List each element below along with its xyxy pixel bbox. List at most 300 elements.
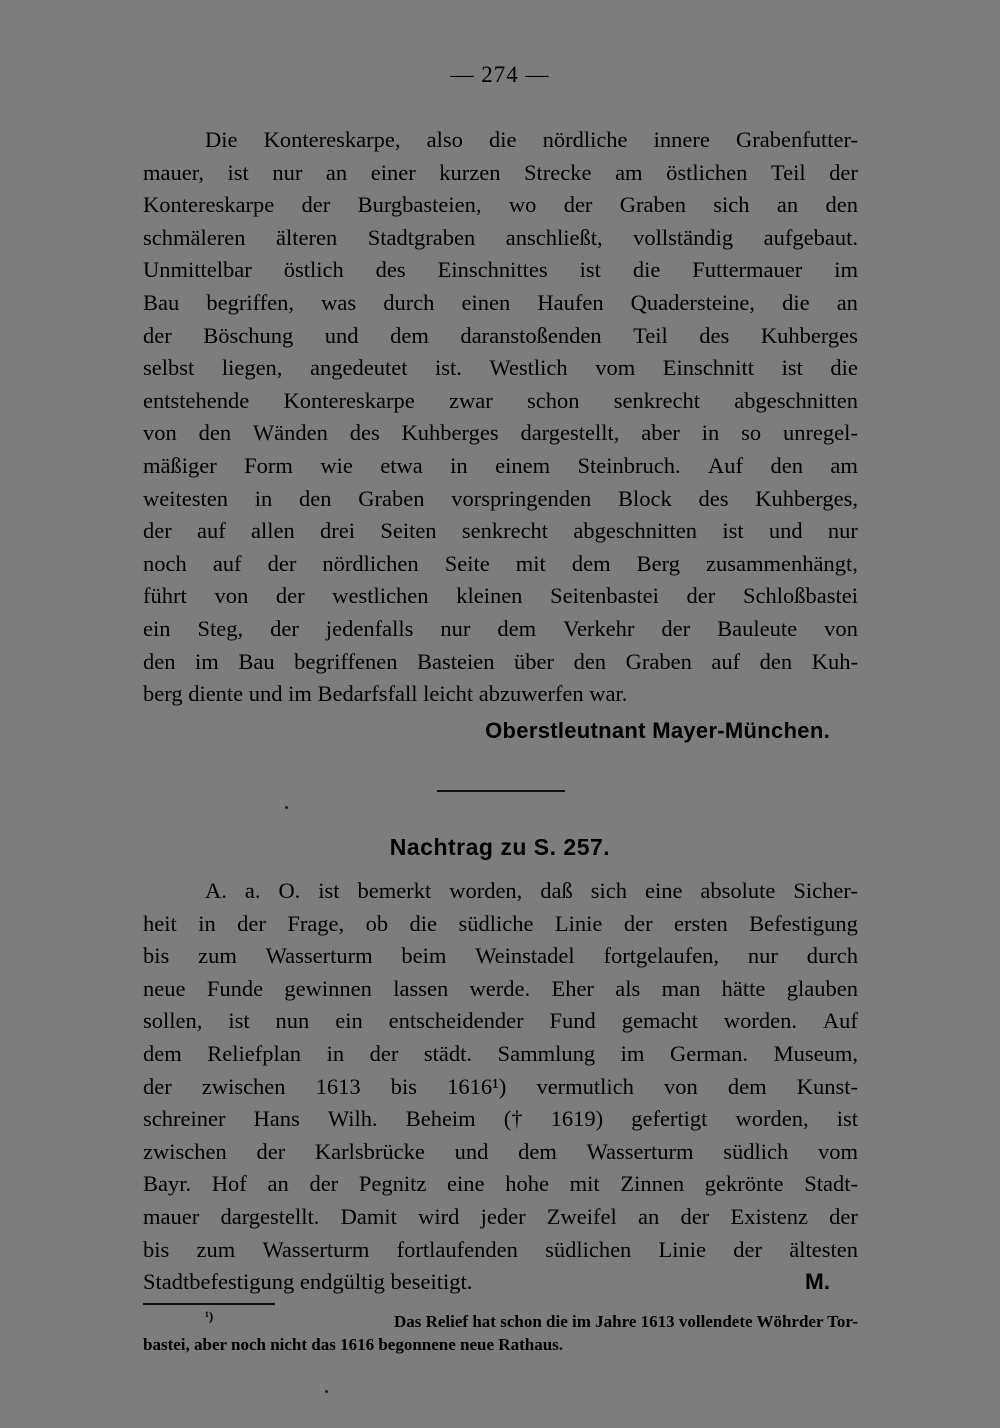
word: Sicher- xyxy=(793,878,858,903)
footnote-text-1: Das Relief hat schon die im Jahre 1613 vollendete Wöhrder Tor- xyxy=(393,1312,858,1331)
word: Kontereskarpe xyxy=(283,387,415,413)
word: zwischen xyxy=(201,1073,286,1099)
word: den xyxy=(770,452,803,478)
section-separator xyxy=(437,790,565,792)
word: ist xyxy=(836,1106,858,1132)
word: German. xyxy=(669,1040,749,1066)
word: innere xyxy=(653,127,710,152)
word: Sammlung xyxy=(497,1040,596,1066)
word: Steg, xyxy=(197,615,244,641)
word: nun xyxy=(275,1008,310,1034)
word: eine xyxy=(447,1171,485,1197)
word: Seiten xyxy=(380,518,437,544)
word: Stadtgraben xyxy=(367,224,476,250)
text-line xyxy=(143,548,858,581)
word: der xyxy=(369,1040,399,1066)
word: Kunst- xyxy=(796,1073,858,1099)
word: in xyxy=(326,1040,345,1066)
word: Damit xyxy=(340,1203,397,1229)
word: heit xyxy=(143,910,177,936)
word: an xyxy=(836,289,858,315)
word: daß xyxy=(540,878,573,903)
word: einem xyxy=(495,452,551,478)
word: westlichen xyxy=(332,583,429,609)
word: an xyxy=(776,192,799,218)
text-line xyxy=(143,1071,858,1104)
word: durch xyxy=(383,289,435,315)
word: Hof xyxy=(211,1171,247,1197)
word: nördliche xyxy=(542,127,628,152)
text-line xyxy=(143,417,858,450)
word: weitesten xyxy=(143,485,228,511)
word: schon xyxy=(526,387,580,413)
word: den xyxy=(198,420,232,446)
word: nördlichen xyxy=(322,550,419,576)
word: vom xyxy=(817,1138,858,1164)
word: nur xyxy=(272,159,303,185)
text-line xyxy=(143,254,858,287)
word: Bauleute xyxy=(717,615,798,641)
word: unregel- xyxy=(782,420,858,446)
word: des xyxy=(349,420,380,446)
word: Frage, xyxy=(287,910,345,936)
word: dem xyxy=(143,1040,182,1066)
word: sollen, xyxy=(143,1008,203,1034)
word: bemerkt xyxy=(357,878,432,903)
word: sich xyxy=(713,192,750,218)
word: Haufen xyxy=(537,289,604,315)
word: vollständig xyxy=(633,224,734,250)
word: zwischen xyxy=(143,1138,227,1164)
word: der xyxy=(267,550,297,576)
word: Linie xyxy=(658,1236,707,1262)
word: der xyxy=(143,322,172,348)
word: südlich xyxy=(723,1138,789,1164)
word: O. xyxy=(278,878,301,903)
word: drei xyxy=(320,518,356,544)
word: bis xyxy=(143,943,170,969)
word: der xyxy=(733,1236,762,1262)
word: († xyxy=(503,1106,523,1132)
paragraph-kontereskarpe xyxy=(143,124,858,711)
author-initial: M. xyxy=(805,1269,830,1295)
word: nur xyxy=(827,518,858,544)
word: südliche xyxy=(458,910,534,936)
word: Karlsbrücke xyxy=(314,1138,425,1164)
text-line xyxy=(143,222,858,255)
text-line xyxy=(143,189,858,222)
text-line xyxy=(143,450,858,483)
word: des xyxy=(698,485,729,511)
word: den xyxy=(759,648,793,674)
word: der xyxy=(829,159,858,185)
word: anschließt, xyxy=(505,224,603,250)
word: Linie xyxy=(554,910,603,936)
word: Kontereskarpe xyxy=(143,192,275,218)
word: 1619) xyxy=(550,1106,604,1132)
text-line xyxy=(143,875,858,908)
word: Zweifel xyxy=(546,1203,617,1229)
text-line xyxy=(143,1038,858,1071)
word: in xyxy=(701,420,720,446)
text-line: berg diente und im Bedarfsfall leicht abzuwerfen war. xyxy=(143,681,628,707)
word: am xyxy=(830,452,858,478)
word: Burgbasteien, xyxy=(357,192,482,218)
word: mit xyxy=(569,1171,600,1197)
word: man xyxy=(661,975,701,1001)
word: der xyxy=(301,192,331,218)
word: glauben xyxy=(786,975,858,1001)
word: vorspringenden xyxy=(451,485,592,511)
word: Einschnitt xyxy=(662,355,755,381)
word: gewinnen xyxy=(284,975,372,1001)
text-line xyxy=(143,1168,858,1201)
word: ein xyxy=(143,615,171,641)
word: begriffenen xyxy=(294,648,398,674)
word: führt xyxy=(143,583,187,609)
text-line xyxy=(143,613,858,646)
word: wie xyxy=(320,452,353,478)
text-line xyxy=(143,385,858,418)
word: den xyxy=(825,192,858,218)
word: des xyxy=(699,322,730,348)
word: jedenfalls xyxy=(325,615,414,641)
text-line xyxy=(143,157,858,190)
word: Pegnitz xyxy=(358,1171,427,1197)
word: einen xyxy=(461,289,511,315)
word: und xyxy=(768,518,803,544)
word: der xyxy=(275,583,305,609)
word: etwa xyxy=(380,452,423,478)
word: kurzen xyxy=(439,159,501,185)
word: die xyxy=(488,127,517,152)
word: zum xyxy=(198,943,237,969)
word: Verkehr xyxy=(563,615,635,641)
word: Auf xyxy=(708,452,744,478)
word: kleinen xyxy=(456,583,523,609)
text-line xyxy=(143,580,858,613)
closing-text: Stadtbefestigung endgültig beseitigt. xyxy=(143,1269,473,1295)
word: in xyxy=(450,452,468,478)
word: Reliefplan xyxy=(207,1040,302,1066)
text-line xyxy=(143,1266,858,1299)
word: Grabenfutter- xyxy=(736,127,858,152)
word: an xyxy=(267,1171,289,1197)
word: dem xyxy=(518,1138,557,1164)
text-line xyxy=(143,1201,858,1234)
word: im xyxy=(834,257,858,283)
word: Quadersteine, xyxy=(630,289,755,315)
word: jeder xyxy=(480,1203,526,1229)
text-line xyxy=(143,908,858,941)
word: Kuhberges xyxy=(401,420,499,446)
word: fortlaufenden xyxy=(396,1236,518,1262)
word: mauer xyxy=(143,1203,200,1229)
word: der xyxy=(661,615,691,641)
print-speck xyxy=(285,806,288,809)
word: der xyxy=(270,615,299,641)
word: Kontereskarpe, xyxy=(263,127,401,152)
word: in xyxy=(198,910,216,936)
footnote-line xyxy=(143,1333,858,1356)
word: Block xyxy=(618,485,672,511)
word: dem xyxy=(727,1073,767,1099)
word: vom xyxy=(595,355,636,381)
word: ältesten xyxy=(789,1236,858,1262)
word: durch xyxy=(806,943,858,969)
word: ist. xyxy=(435,355,462,381)
word: dem xyxy=(497,615,537,641)
word: die xyxy=(782,289,810,315)
word: Unmittelbar xyxy=(143,257,252,283)
word: Befestigung xyxy=(749,910,858,936)
word: der xyxy=(623,910,653,936)
word: der xyxy=(309,1171,339,1197)
word: älteren xyxy=(275,224,338,250)
word: ob xyxy=(365,910,389,936)
word: gekrönte xyxy=(704,1171,784,1197)
word: ist xyxy=(781,355,803,381)
word: Kuh- xyxy=(811,648,858,674)
word: fortgelaufen, xyxy=(603,943,720,969)
word: der xyxy=(237,910,266,936)
word: Bau xyxy=(238,648,275,674)
word: Weinstadel xyxy=(475,943,575,969)
word: Hans xyxy=(253,1106,300,1132)
word: als xyxy=(615,975,641,1001)
word: Seitenbastei xyxy=(550,583,659,609)
word: daranstoßenden xyxy=(460,322,602,348)
word: den xyxy=(573,648,607,674)
word: Eher xyxy=(551,975,594,1001)
word: einer xyxy=(370,159,416,185)
word: lassen xyxy=(393,975,449,1001)
word: Westlich xyxy=(489,355,568,381)
word: dem xyxy=(390,322,429,348)
word: mäßiger xyxy=(143,452,217,478)
word: den xyxy=(143,648,176,674)
word: auf xyxy=(711,648,741,674)
text-line xyxy=(143,1103,858,1136)
word: Fund xyxy=(549,1008,596,1034)
word: Graben xyxy=(625,648,692,674)
word: und xyxy=(454,1138,489,1164)
word: Bayr. xyxy=(143,1171,192,1197)
word: Auf xyxy=(822,1008,858,1034)
word: hohe xyxy=(505,1171,549,1197)
word: am xyxy=(615,159,643,185)
word: abgeschnitten xyxy=(573,518,698,544)
text-line xyxy=(143,1136,858,1169)
word: im xyxy=(195,648,219,674)
word: worden, xyxy=(735,1106,809,1132)
paragraph-nachtrag xyxy=(143,875,858,1299)
word: hätte xyxy=(721,975,766,1001)
word: der xyxy=(680,1203,710,1229)
word: Futtermauer xyxy=(692,257,803,283)
word: die xyxy=(409,910,438,936)
word: auf xyxy=(197,518,226,544)
text-line xyxy=(143,320,858,353)
word: werde. xyxy=(469,975,531,1001)
word: an xyxy=(325,159,348,185)
word: was xyxy=(321,289,357,315)
footnote xyxy=(143,1310,858,1356)
word: angedeutet xyxy=(310,355,408,381)
word: worden, xyxy=(449,878,523,903)
text-line xyxy=(143,483,858,516)
word: entscheidender xyxy=(388,1008,524,1034)
word: im xyxy=(620,1040,645,1066)
word: Wasserturm xyxy=(265,943,373,969)
word: Beheim xyxy=(405,1106,476,1132)
word: von xyxy=(664,1073,698,1099)
word: östlichen xyxy=(666,159,748,185)
word: aufgebaut. xyxy=(763,224,858,250)
word: senkrecht xyxy=(613,387,700,413)
word: Basteien xyxy=(417,648,495,674)
word: Schloßbastei xyxy=(742,583,858,609)
word: beim xyxy=(401,943,447,969)
word: selbst xyxy=(143,355,195,381)
word: Stadt- xyxy=(804,1171,858,1197)
word: senkrecht xyxy=(461,518,549,544)
word: Kuhberges xyxy=(760,322,858,348)
text-line xyxy=(143,1234,858,1267)
word: ist xyxy=(318,878,340,903)
word: und xyxy=(324,322,359,348)
word: allen xyxy=(251,518,295,544)
word: Die xyxy=(205,127,238,152)
word: schreiner xyxy=(143,1106,226,1132)
word: dargestellt. xyxy=(220,1203,320,1229)
word: der xyxy=(829,1203,858,1229)
word: Seite xyxy=(444,550,490,576)
word: der xyxy=(563,192,593,218)
word: entstehende xyxy=(143,387,250,413)
word: Wilh. xyxy=(327,1106,378,1132)
word: Funde xyxy=(206,975,264,1001)
word: von xyxy=(824,615,858,641)
word: worden. xyxy=(723,1008,797,1034)
word: ist xyxy=(722,518,744,544)
word: A. xyxy=(205,878,227,903)
word: abgeschnitten xyxy=(734,387,858,413)
word: der xyxy=(686,583,716,609)
word: ist xyxy=(228,1008,250,1034)
word: Form xyxy=(244,452,293,478)
word: von xyxy=(143,420,177,446)
word: an xyxy=(638,1203,660,1229)
footnote-rule xyxy=(143,1303,275,1305)
text-line xyxy=(143,515,858,548)
word: nur xyxy=(440,615,471,641)
word: vermutlich xyxy=(536,1073,634,1099)
word: Graben xyxy=(619,192,686,218)
word: Wänden xyxy=(252,420,328,446)
word: liegen, xyxy=(221,355,283,381)
word: die xyxy=(830,355,858,381)
word: östlich xyxy=(283,257,344,283)
word: die xyxy=(632,257,661,283)
word: über xyxy=(514,648,555,674)
word: ersten xyxy=(674,910,728,936)
word: noch xyxy=(143,550,187,576)
word: Strecke xyxy=(524,159,592,185)
word: aber xyxy=(641,420,680,446)
word: Museum, xyxy=(773,1040,858,1066)
word: von xyxy=(214,583,249,609)
word: zusammenhängt, xyxy=(706,550,858,576)
word: Berg xyxy=(636,550,680,576)
word: gefertigt xyxy=(631,1106,708,1132)
print-speck xyxy=(325,1390,328,1393)
word: Graben xyxy=(358,485,425,511)
word: Wasserturm xyxy=(586,1138,694,1164)
page-number: — 274 — xyxy=(450,62,550,87)
word: sich xyxy=(590,878,627,903)
word: der xyxy=(256,1138,286,1164)
word: 1616¹) xyxy=(447,1073,507,1099)
word: gemacht xyxy=(621,1008,698,1034)
word: dargestellt, xyxy=(520,420,620,446)
word: Existenz xyxy=(730,1203,808,1229)
word: dem xyxy=(571,550,611,576)
word: schmäleren xyxy=(143,224,246,250)
word: so xyxy=(741,420,762,446)
word: mit xyxy=(515,550,546,576)
word: der xyxy=(143,1073,172,1099)
word: neue xyxy=(143,975,186,1001)
word: also xyxy=(426,127,463,152)
text-line xyxy=(143,646,858,679)
word: Teil xyxy=(633,322,668,348)
word: Steinbruch. xyxy=(577,452,681,478)
word: mauer, xyxy=(143,159,204,185)
footnote-line xyxy=(143,1310,858,1333)
word: bis xyxy=(390,1073,417,1099)
word: des xyxy=(375,257,406,283)
word: ist xyxy=(579,257,601,283)
word: Wasserturm xyxy=(262,1236,370,1262)
word: nur xyxy=(747,943,778,969)
footnote-text-2: bastei, aber noch nicht das 1616 begonnene neue Rathaus. xyxy=(143,1335,564,1354)
word: städt. xyxy=(423,1040,473,1066)
word: den xyxy=(299,485,332,511)
word: zum xyxy=(196,1236,236,1262)
word: Teil xyxy=(770,159,806,185)
word: wo xyxy=(508,192,537,218)
word: zwar xyxy=(448,387,493,413)
word: wird xyxy=(418,1203,460,1229)
word: ein xyxy=(335,1008,363,1034)
word: Kuhberges, xyxy=(755,485,858,511)
section-heading: Nachtrag zu S. 257. xyxy=(389,834,611,860)
word: auf xyxy=(212,550,242,576)
word: bis xyxy=(143,1236,170,1262)
word: ist xyxy=(227,159,249,185)
text-line xyxy=(143,1005,858,1038)
word: in xyxy=(254,485,273,511)
author-signature: Oberstleutnant Mayer-München. xyxy=(485,718,830,743)
word: Zinnen xyxy=(620,1171,685,1197)
word: 1613 xyxy=(315,1073,361,1099)
word: der xyxy=(143,518,172,544)
text-line xyxy=(143,352,858,385)
word: Einschnittes xyxy=(437,257,548,283)
text-line xyxy=(143,287,858,320)
text-line xyxy=(143,973,858,1006)
